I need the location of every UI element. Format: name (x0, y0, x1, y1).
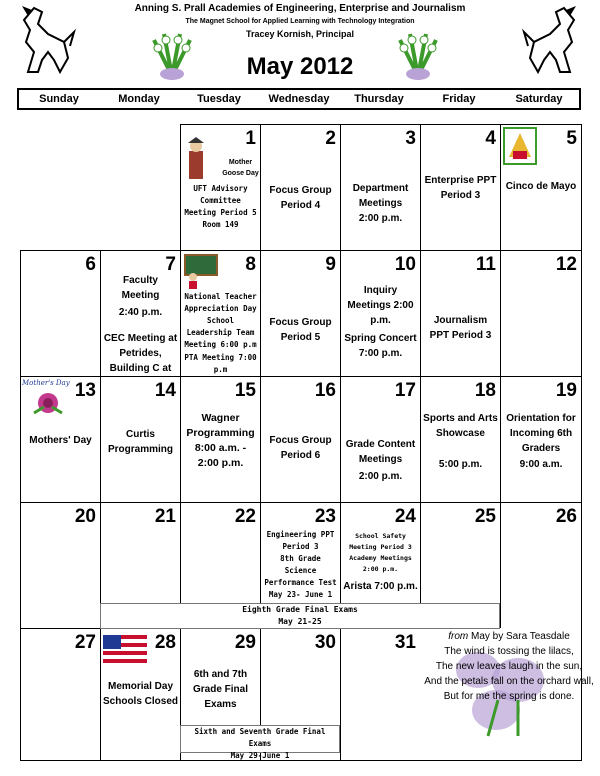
event-wagner-programming: Wagner Programming 8:00 a.m. - 2:00 p.m. (186, 412, 255, 469)
school-tagline: The Magnet School for Applied Learning with Technology Integration (185, 18, 415, 25)
eighth-grade-exams-banner: Eighth Grade Final Exams May 21-25 (100, 603, 500, 629)
event-spring-concert: Spring Concert 7:00 p.m. (344, 333, 417, 359)
event-faculty-meeting: Faculty Meeting (121, 275, 160, 301)
day-number: 30 (314, 632, 336, 653)
day-number: 24 (394, 506, 416, 527)
day-number: 25 (474, 506, 496, 527)
sixth-seventh-exams-banner: Sixth and Seventh Grade Final Exams May 29-June 1 (180, 725, 340, 753)
poem-line: And the petals fall on the orchard wall, (424, 676, 594, 687)
day-cell-7 (100, 250, 180, 376)
event-science-test: 8th Grade Science Performance Test May 23- June 1 (264, 554, 337, 599)
day-number: 22 (234, 506, 256, 527)
day-cell-28 (100, 628, 180, 760)
event-mothers-day: Mothers' Day (29, 435, 92, 446)
poem-line: The new leaves laugh in the sun, (435, 661, 583, 672)
day-cell-11 (420, 250, 500, 376)
event-time: 2:40 p.m. (118, 307, 163, 318)
poem-block (421, 629, 597, 704)
event-cinco-de-mayo: Cinco de Mayo (505, 181, 577, 192)
event-time: 9:00 a.m. (519, 459, 563, 470)
day-number: 16 (314, 380, 336, 401)
day-number: 2 (325, 128, 336, 149)
day-cell-16 (260, 376, 340, 502)
day-number: 13 (74, 380, 96, 401)
principal-name: Tracey Kornish, Principal (245, 29, 355, 39)
day-cell-1 (180, 124, 260, 250)
day-number: 18 (474, 380, 496, 401)
day-number: 5 (566, 128, 577, 149)
event-orientation: Orientation for Incoming 6th Graders (506, 413, 576, 454)
event-engineering-ppt: Engineering PPT Period 3 (266, 530, 335, 551)
day-number: 7 (165, 254, 176, 275)
weekday-tuesday: Tuesday (197, 93, 241, 105)
event-grade-content: Grade Content Meetings (345, 439, 416, 465)
event-time: 2:00 p.m. (358, 213, 403, 224)
event-journalism-ppt: Journalism PPT Period 3 (429, 315, 492, 341)
day-cell-17 (340, 376, 420, 502)
mother-goose-icon (183, 137, 209, 181)
day-cell-10 (340, 250, 420, 376)
day-cell-12 (500, 250, 581, 376)
day-number: 12 (555, 254, 577, 275)
day-cell-31 (340, 628, 420, 760)
day-number: 8 (245, 254, 256, 275)
event-cec-meeting: CEC Meeting at Petrides, Building C at (103, 333, 178, 374)
day-cell-20 (20, 502, 100, 628)
school-name: Anning S. Prall Academies of Engineering, Enterprise and Journalism (134, 3, 466, 14)
event-school-safety: School Safety Meeting Period 3 Academy Meetings 2:00 p.m. (349, 532, 412, 573)
weekday-thursday: Thursday (354, 93, 404, 105)
day-cell-14 (100, 376, 180, 502)
day-number: 14 (154, 380, 176, 401)
day-cell-3 (340, 124, 420, 250)
day-cell-27 (20, 628, 100, 760)
event-inquiry-meetings: Inquiry Meetings 2:00 p.m. (347, 285, 414, 326)
day-cell-19 (500, 376, 581, 502)
day-cell-13 (20, 376, 100, 502)
day-number: 4 (485, 128, 496, 149)
day-number: 15 (234, 380, 256, 401)
event-memorial-day: Memorial Day Schools Closed (103, 681, 179, 707)
calendar-month-title: May 2012 (246, 53, 354, 80)
day-cell-5 (500, 124, 581, 250)
day-number: 20 (74, 506, 96, 527)
event-pta-meeting: PTA Meeting 7:00 p.m (184, 353, 257, 374)
event-focus-group: Focus Group Period 4 (269, 185, 332, 211)
day-number: 3 (405, 128, 416, 149)
event-teacher-appreciation: National Teacher Appreciation Day School Leadership Team Meeting 6:00 p.m (184, 292, 257, 349)
day-number: 19 (555, 380, 577, 401)
cinco-de-mayo-icon (503, 127, 537, 165)
day-cell-2 (260, 124, 340, 250)
day-number: 31 (394, 632, 416, 653)
day-number: 6 (85, 254, 96, 275)
day-number: 26 (555, 506, 577, 527)
poem-title: from May by Sara Teasdale (448, 631, 570, 642)
day-number: 11 (475, 254, 496, 275)
poem-line: But for me the spring is done. (443, 691, 575, 702)
event-focus-group: Focus Group Period 5 (269, 317, 332, 343)
day-number: 23 (314, 506, 336, 527)
event-department-meetings: Department Meetings (352, 183, 409, 209)
weekday-friday: Friday (442, 93, 476, 105)
teacher-chalkboard-icon (183, 253, 219, 289)
event-mother-goose-day: Mother Goose Day (222, 159, 259, 177)
weekday-sunday: Sunday (39, 93, 79, 105)
mothers-day-rose-icon: Mother's Day (22, 379, 72, 423)
day-cell-18 (420, 376, 500, 502)
event-focus-group: Focus Group Period 6 (269, 435, 332, 461)
day-number: 27 (74, 632, 96, 653)
poem-line: The wind is tossing the lilacs, (444, 646, 574, 657)
event-uft-advisory: UFT Advisory Committee Meeting Period 5 Room 149 (184, 184, 257, 229)
day-cell-4 (420, 124, 500, 250)
event-time: 2:00 p.m. (358, 471, 403, 482)
event-final-exams: 6th and 7th Grade Final Exams (192, 669, 248, 710)
weekday-header (17, 88, 581, 110)
day-number: 29 (234, 632, 256, 653)
weekday-wednesday: Wednesday (268, 93, 330, 105)
weekday-saturday: Saturday (515, 93, 563, 105)
day-cell-26 (500, 502, 581, 628)
weekday-monday: Monday (118, 93, 160, 105)
day-number: 21 (154, 506, 176, 527)
event-enterprise-ppt: Enterprise PPT Period 3 (424, 175, 497, 201)
event-curtis-programming: Curtis Programming (107, 429, 173, 455)
day-number: 10 (394, 254, 416, 275)
day-cell-8 (180, 250, 260, 376)
day-cell-9 (260, 250, 340, 376)
event-time: 5:00 p.m. (438, 459, 483, 470)
american-flag-icon (103, 633, 147, 667)
day-cell-6 (20, 250, 100, 376)
day-number: 9 (325, 254, 336, 275)
event-arista: Arista 7:00 p.m. (343, 581, 418, 592)
day-number: 28 (154, 632, 176, 653)
day-number: 17 (394, 380, 416, 401)
event-sports-arts: Sports and Arts Showcase (423, 413, 498, 439)
day-cell-15 (180, 376, 260, 502)
day-number: 1 (245, 128, 256, 149)
